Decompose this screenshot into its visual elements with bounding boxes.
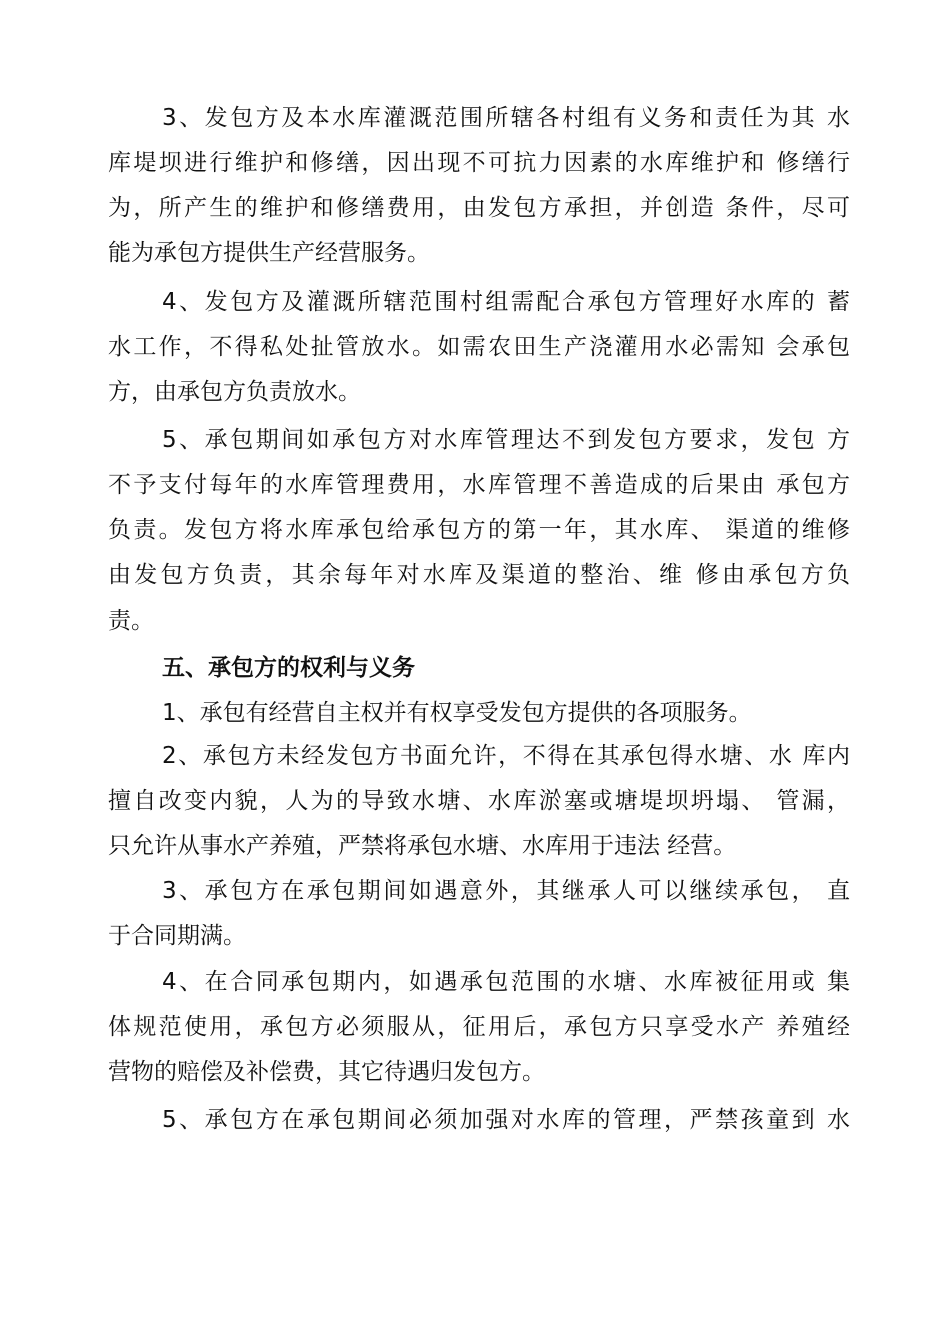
- paragraph-5-line-1: 5、承包期间如承包方对水库管理达不到发包方要求，发包 方: [162, 427, 850, 453]
- item-2-line-2: 擅自改变内貌，人为的导致水塘、水库淤塞或塘堤坝坍塌、 管漏，: [108, 788, 850, 814]
- item-4-line-1: 4、在合同承包期内，如遇承包范围的水塘、水库被征用或 集: [162, 969, 850, 995]
- item-2-line-3: 只允许从事水产养殖，严禁将承包水塘、水库用于违法 经营。: [108, 833, 737, 859]
- paragraph-3-line-2: 库堤坝进行维护和修缮，因出现不可抗力因素的水库维护和 修缮行: [108, 150, 850, 176]
- paragraph-4-line-3: 方，由承包方负责放水。: [108, 379, 361, 405]
- paragraph-3-line-4: 能为承包方提供生产经营服务。: [108, 240, 430, 266]
- item-4-line-2: 体规范使用，承包方必须服从，征用后，承包方只享受水产 养殖经: [108, 1014, 850, 1040]
- item-3-line-2: 于合同期满。: [108, 923, 246, 949]
- paragraph-4-line-1: 4、发包方及灌溉所辖范围村组需配合承包方管理好水库的 蓄: [162, 289, 850, 315]
- paragraph-3-line-1: 3、发包方及本水库灌溉范围所辖各村组有义务和责任为其 水: [162, 105, 850, 131]
- paragraph-3-line-3: 为，所产生的维护和修缮费用，由发包方承担，并创造 条件，尽可: [108, 195, 850, 221]
- item-1-line-1: 1、承包有经营自主权并有权享受发包方提供的各项服务。: [162, 700, 752, 726]
- paragraph-5-line-4: 由发包方负责，其余每年对水库及渠道的整治、维 修由承包方负: [108, 562, 850, 588]
- section-heading: 五、承包方的权利与义务: [162, 655, 415, 681]
- paragraph-5-line-2: 不予支付每年的水库管理费用，水库管理不善造成的后果由 承包方: [108, 472, 850, 498]
- paragraph-5-line-3: 负责。发包方将水库承包给承包方的第一年，其水库、 渠道的维修: [108, 517, 850, 543]
- item-5-line-1: 5、承包方在承包期间必须加强对水库的管理，严禁孩童到 水: [162, 1107, 850, 1133]
- item-4-line-3: 营物的赔偿及补偿费，其它待遇归发包方。: [108, 1059, 545, 1085]
- item-3-line-1: 3、承包方在承包期间如遇意外，其继承人可以继续承包， 直: [162, 878, 850, 904]
- paragraph-4-line-2: 水工作，不得私处扯管放水。如需农田生产浇灌用水必需知 会承包: [108, 334, 850, 360]
- paragraph-5-line-5: 责。: [108, 608, 154, 634]
- item-2-line-1: 2、承包方未经发包方书面允许，不得在其承包得水塘、水 库内: [162, 743, 850, 769]
